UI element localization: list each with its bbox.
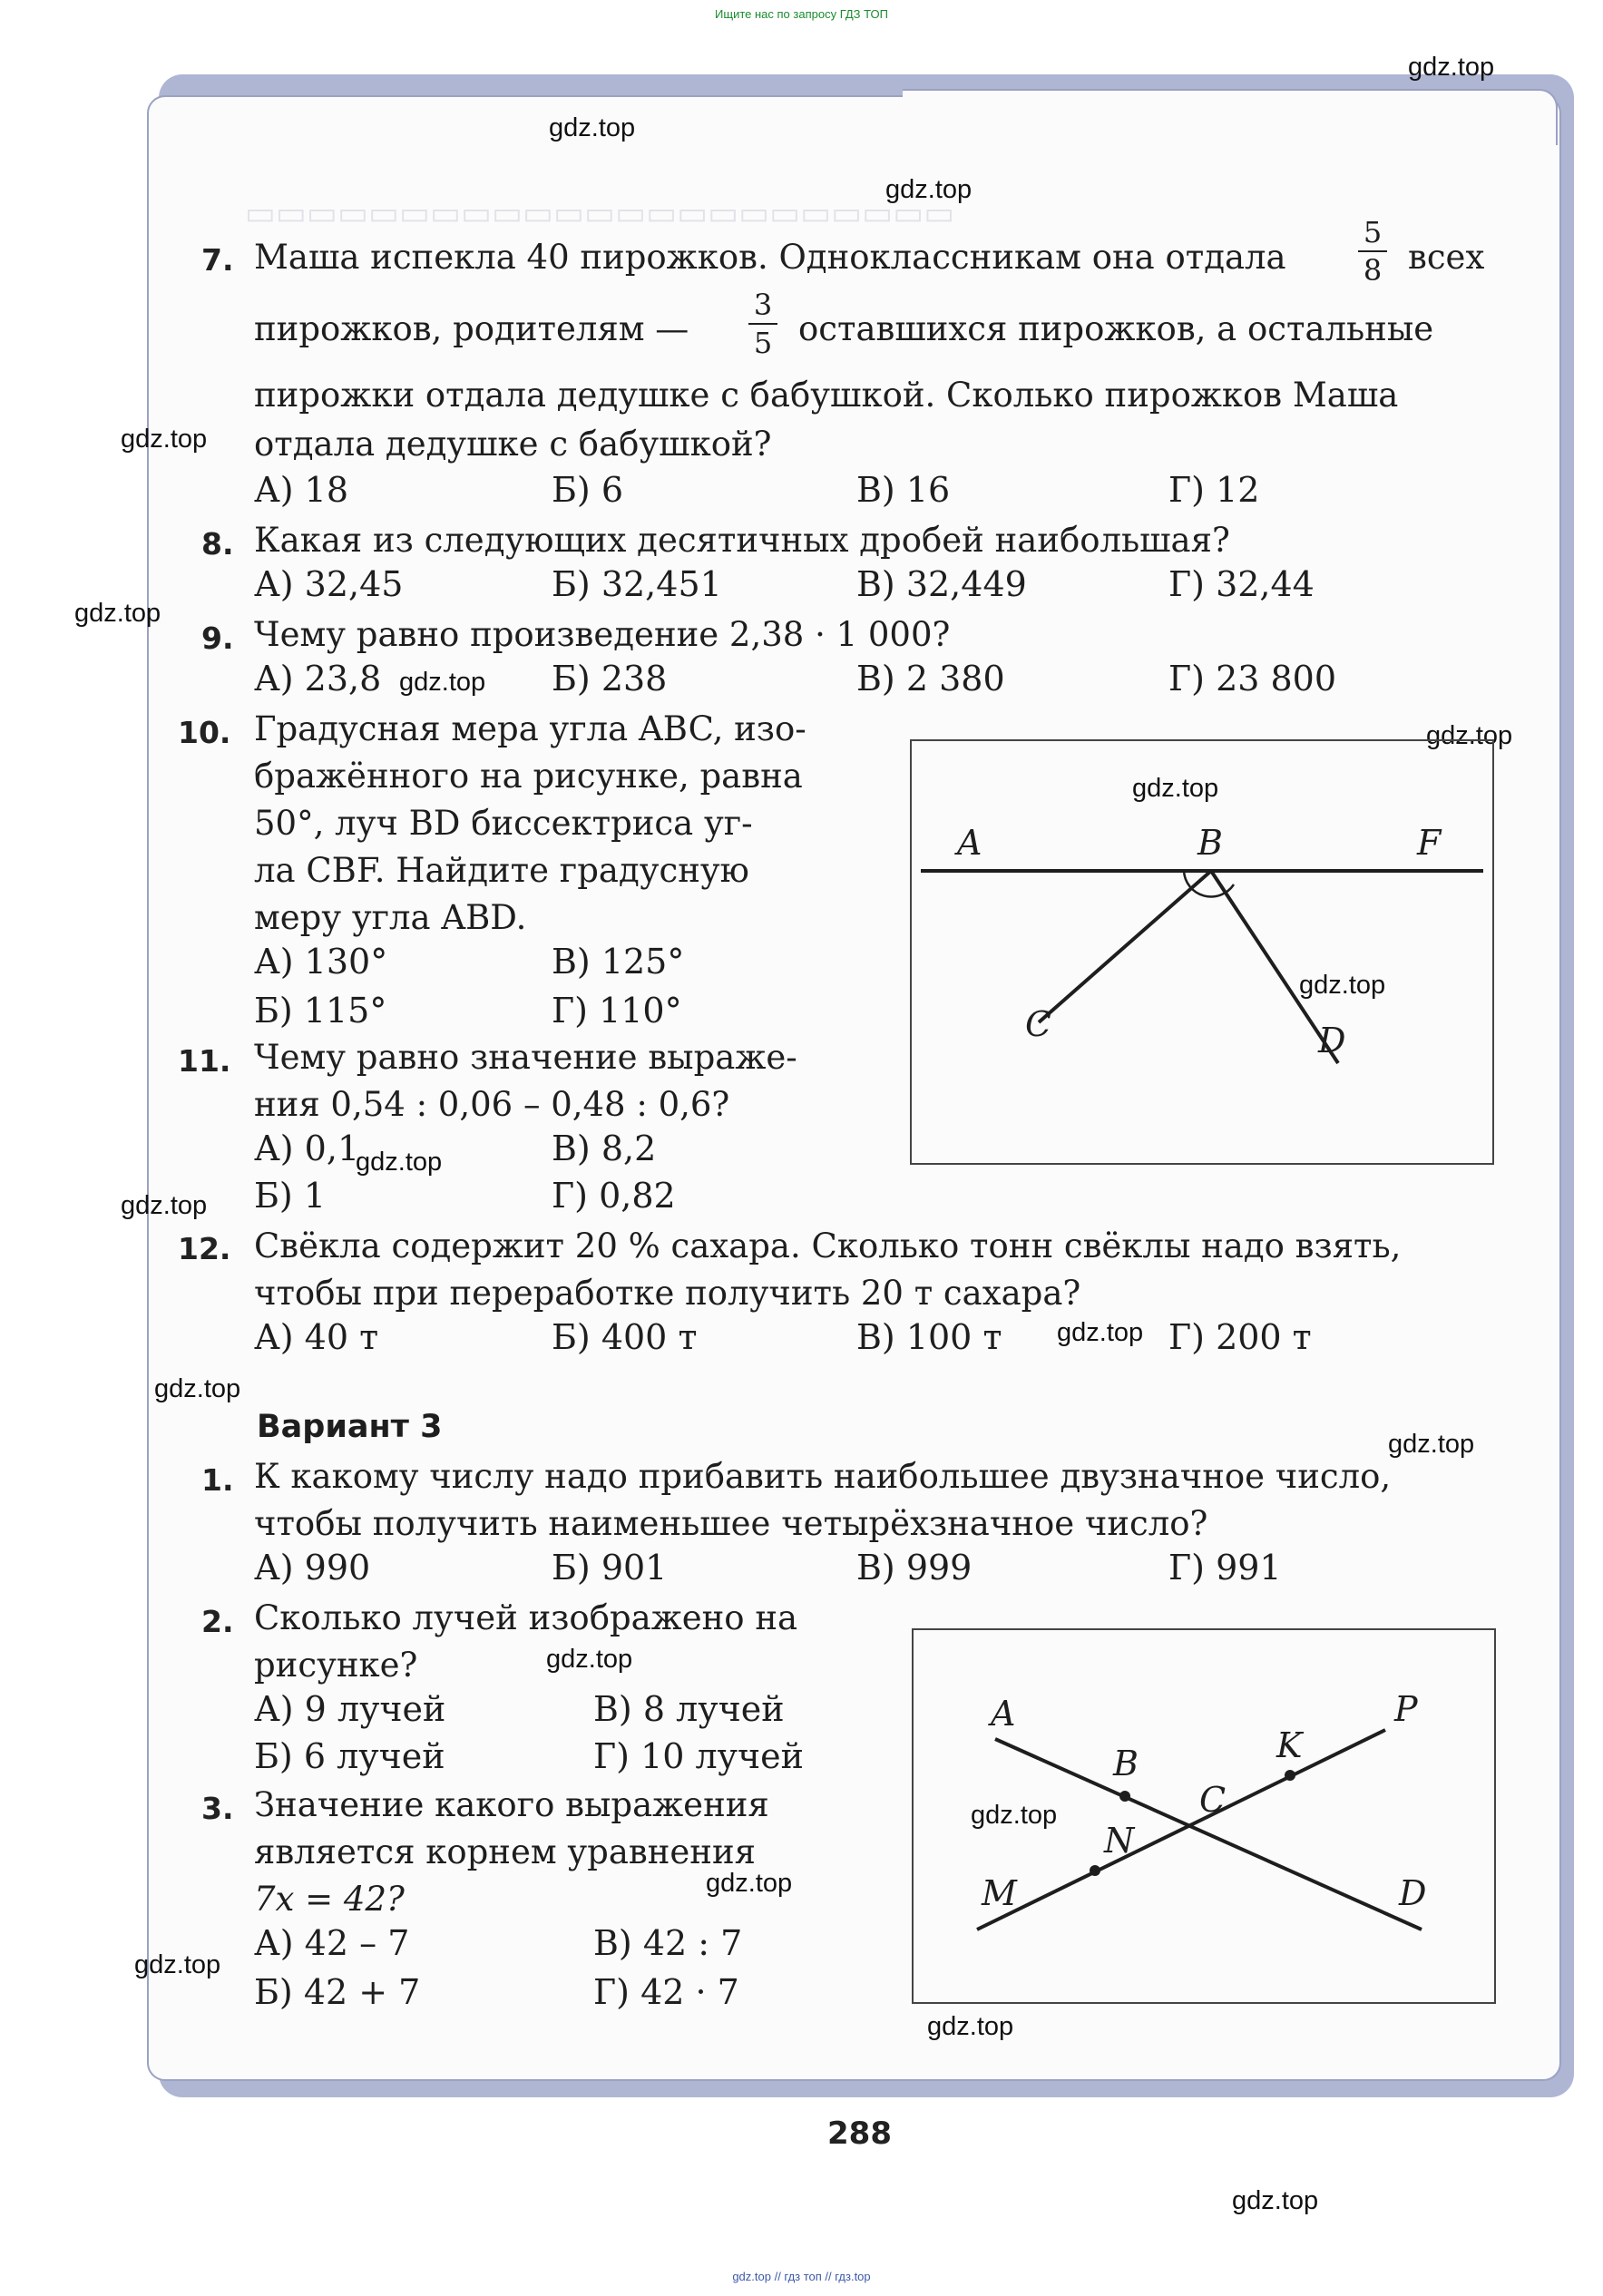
watermark: gdz.top <box>356 1148 443 1177</box>
rays-diagram <box>914 1630 1494 2002</box>
v3-question-3-option-g[interactable]: Г) 42 · 7 <box>593 1972 739 2012</box>
problem-8-option-v[interactable]: В) 32,449 <box>856 564 1027 604</box>
watermark: gdz.top <box>927 2012 1014 2041</box>
v3-question-3-option-b[interactable]: Б) 42 + 7 <box>254 1972 421 2012</box>
problem-10-option-b[interactable]: Б) 115° <box>254 991 387 1031</box>
label-d: D <box>1318 1021 1346 1060</box>
label-a: A <box>991 1694 1016 1734</box>
watermark: gdz.top <box>74 599 161 628</box>
problem-10-option-g[interactable]: Г) 110° <box>552 991 682 1031</box>
problem-11-option-g[interactable]: Г) 0,82 <box>552 1176 676 1216</box>
v3-question-2-option-a[interactable]: А) 9 лучей <box>254 1689 446 1729</box>
watermark: gdz.top <box>706 1869 793 1898</box>
v3-question-1-line1: К какому числу надо прибавить наибольшее двузначное число, <box>254 1457 1392 1496</box>
v3-question-2-line1: Сколько лучей изображено на <box>254 1598 798 1637</box>
problem-7-line2-end: оставшихся пирожков, а остальные <box>798 309 1434 348</box>
problem-7-option-v[interactable]: В) 16 <box>856 470 951 510</box>
problem-7-number: 7. <box>201 242 234 278</box>
watermark: gdz.top <box>399 668 486 697</box>
v3-question-1-line2: чтобы получить наименьшее четырёхзначное число? <box>254 1504 1208 1543</box>
v3-question-2-number: 2. <box>201 1604 234 1639</box>
point-b <box>1119 1791 1130 1802</box>
watermark: gdz.top <box>1132 774 1219 803</box>
v3-question-3-line1: Значение какого выражения <box>254 1785 769 1824</box>
problem-8-option-b[interactable]: Б) 32,451 <box>552 564 722 604</box>
label-b: B <box>1197 823 1223 863</box>
watermark: gdz.top <box>134 1950 221 1979</box>
v3-question-2-option-b[interactable]: Б) 6 лучей <box>254 1736 445 1776</box>
problem-11-line1: Чему равно значение выраже- <box>254 1038 797 1077</box>
problem-12-option-a[interactable]: А) 40 т <box>254 1317 379 1357</box>
watermark: gdz.top <box>1408 53 1495 82</box>
v3-question-2-line2: рисунке? <box>254 1646 418 1685</box>
watermark: gdz.top <box>1299 971 1386 1000</box>
v3-question-1-option-g[interactable]: Г) 991 <box>1168 1548 1282 1588</box>
problem-8-option-a[interactable]: А) 32,45 <box>254 564 404 604</box>
problem-11-option-a[interactable]: А) 0,1 <box>254 1128 360 1168</box>
v3-question-2-option-g[interactable]: Г) 10 лучей <box>593 1736 804 1776</box>
problem-7-line4: отдала дедушке с бабушкой? <box>254 425 772 464</box>
v3-question-3-option-a[interactable]: А) 42 – 7 <box>254 1923 410 1963</box>
watermark: gdz.top <box>154 1374 241 1403</box>
problem-8-number: 8. <box>201 526 234 562</box>
v3-question-3-option-v[interactable]: В) 42 : 7 <box>593 1923 743 1963</box>
label-b: B <box>1113 1744 1139 1783</box>
watermark: gdz.top <box>121 425 208 454</box>
problem-12-option-v[interactable]: В) 100 т <box>856 1317 1002 1357</box>
problem-7-line3: пирожки отдала дедушке с бабушкой. Сколько пирожков Маша <box>254 376 1399 415</box>
problem-9-text: Чему равно произведение 2,38 · 1 000? <box>254 615 951 654</box>
v3-question-1-option-a[interactable]: А) 990 <box>254 1548 371 1588</box>
point-k <box>1285 1770 1295 1781</box>
watermark: gdz.top <box>971 1801 1058 1830</box>
label-p: P <box>1394 1689 1418 1729</box>
problem-12-line2: чтобы при переработке получить 20 т сахара? <box>254 1274 1081 1313</box>
problem-9-option-v[interactable]: В) 2 380 <box>856 659 1005 699</box>
v3-question-3-line2: является корнем уравнения <box>254 1832 756 1871</box>
v3-question-2-option-v[interactable]: В) 8 лучей <box>593 1689 785 1729</box>
label-k: K <box>1276 1725 1303 1765</box>
problem-12-option-g[interactable]: Г) 200 т <box>1168 1317 1312 1357</box>
label-a: A <box>957 823 982 863</box>
label-c: C <box>1025 1004 1052 1044</box>
label-d: D <box>1399 1873 1427 1913</box>
v3-question-3-number: 3. <box>201 1791 234 1826</box>
problem-12-number: 12. <box>178 1231 231 1266</box>
problem-10-line4: ла CBF. Найдите градусную <box>254 851 749 890</box>
watermark: gdz.top <box>1057 1318 1144 1347</box>
watermark: gdz.top <box>121 1191 208 1220</box>
label-m: M <box>982 1873 1017 1913</box>
label-n: N <box>1104 1821 1135 1861</box>
problem-8-option-g[interactable]: Г) 32,44 <box>1168 564 1315 604</box>
problem-10-option-a[interactable]: А) 130° <box>254 942 388 982</box>
fraction-5-8: 5 8 <box>1356 216 1389 287</box>
ray-bc <box>1039 871 1211 1022</box>
problem-10-option-v[interactable]: В) 125° <box>552 942 685 982</box>
v3-question-1-number: 1. <box>201 1462 234 1498</box>
problem-12-option-b[interactable]: Б) 400 т <box>552 1317 698 1357</box>
watermark: gdz.top <box>1388 1430 1475 1459</box>
problem-7-line1: Маша испекла 40 пирожков. Одноклассникам она отдала <box>254 238 1286 277</box>
problem-11-number: 11. <box>178 1043 231 1079</box>
v3-question-1-option-b[interactable]: Б) 901 <box>552 1548 668 1588</box>
top-banner[interactable]: Ищите нас по запросу ГДЗ ТОП <box>715 7 888 21</box>
line-ad <box>995 1739 1422 1930</box>
problem-10-line5: меру угла ABD. <box>254 898 527 937</box>
v3-question-1-option-v[interactable]: В) 999 <box>856 1548 973 1588</box>
fraction-3-5: 3 5 <box>747 288 779 359</box>
watermark: gdz.top <box>885 175 973 204</box>
point-n <box>1090 1865 1100 1876</box>
problem-9-number: 9. <box>201 620 234 656</box>
watermark: gdz.top <box>1426 721 1513 750</box>
label-f: F <box>1417 823 1442 863</box>
angle-diagram <box>912 741 1492 1163</box>
problem-7-line2-start: пирожков, родителям — <box>254 309 689 348</box>
problem-9-option-a[interactable]: А) 23,8 <box>254 659 382 699</box>
bottom-banner[interactable]: gdz.top // гдз топ // гдз.top <box>732 2270 871 2283</box>
problem-10-line2: бражённого на рисунке, равна <box>254 757 803 796</box>
problem-11-option-v[interactable]: В) 8,2 <box>552 1128 657 1168</box>
problem-8-text: Какая из следующих десятичных дробей наибольшая? <box>254 521 1230 560</box>
label-c: C <box>1199 1780 1227 1820</box>
watermark: gdz.top <box>546 1645 633 1674</box>
bleed-through-text: ▭▭▭▭▭▭▭▭▭▭▭▭▭▭▭▭▭▭▭▭▭▭▭ <box>245 195 955 232</box>
problem-7-option-b[interactable]: Б) 6 <box>552 470 624 510</box>
watermark: gdz.top <box>549 113 636 142</box>
problem-10-line1: Градусная мера угла ABC, изо- <box>254 709 806 748</box>
problem-7-line1-end: всех <box>1408 238 1485 277</box>
problem-10-number: 10. <box>178 715 231 750</box>
problem-7-option-a[interactable]: А) 18 <box>254 470 349 510</box>
watermark: gdz.top <box>1232 2186 1319 2215</box>
card-notch <box>903 89 1558 145</box>
problem-11-option-b[interactable]: Б) 1 <box>254 1176 327 1216</box>
problem-11-line2: ния 0,54 : 0,06 – 0,48 : 0,6? <box>254 1085 730 1124</box>
page-number: 288 <box>827 2115 892 2152</box>
problem-10-figure <box>910 739 1494 1165</box>
problem-7-option-g[interactable]: Г) 12 <box>1168 470 1260 510</box>
variant-3-heading: Вариант 3 <box>257 1409 443 1445</box>
v3-question-3-line3: 7x = 42? <box>254 1880 405 1919</box>
problem-10-line3: 50°, луч BD биссектриса уг- <box>254 804 753 843</box>
v3-question-2-figure <box>912 1628 1496 2004</box>
problem-9-option-b[interactable]: Б) 238 <box>552 659 668 699</box>
problem-9-option-g[interactable]: Г) 23 800 <box>1168 659 1337 699</box>
problem-12-line1: Свёкла содержит 20 % сахара. Сколько тонн свёклы надо взять, <box>254 1226 1402 1265</box>
